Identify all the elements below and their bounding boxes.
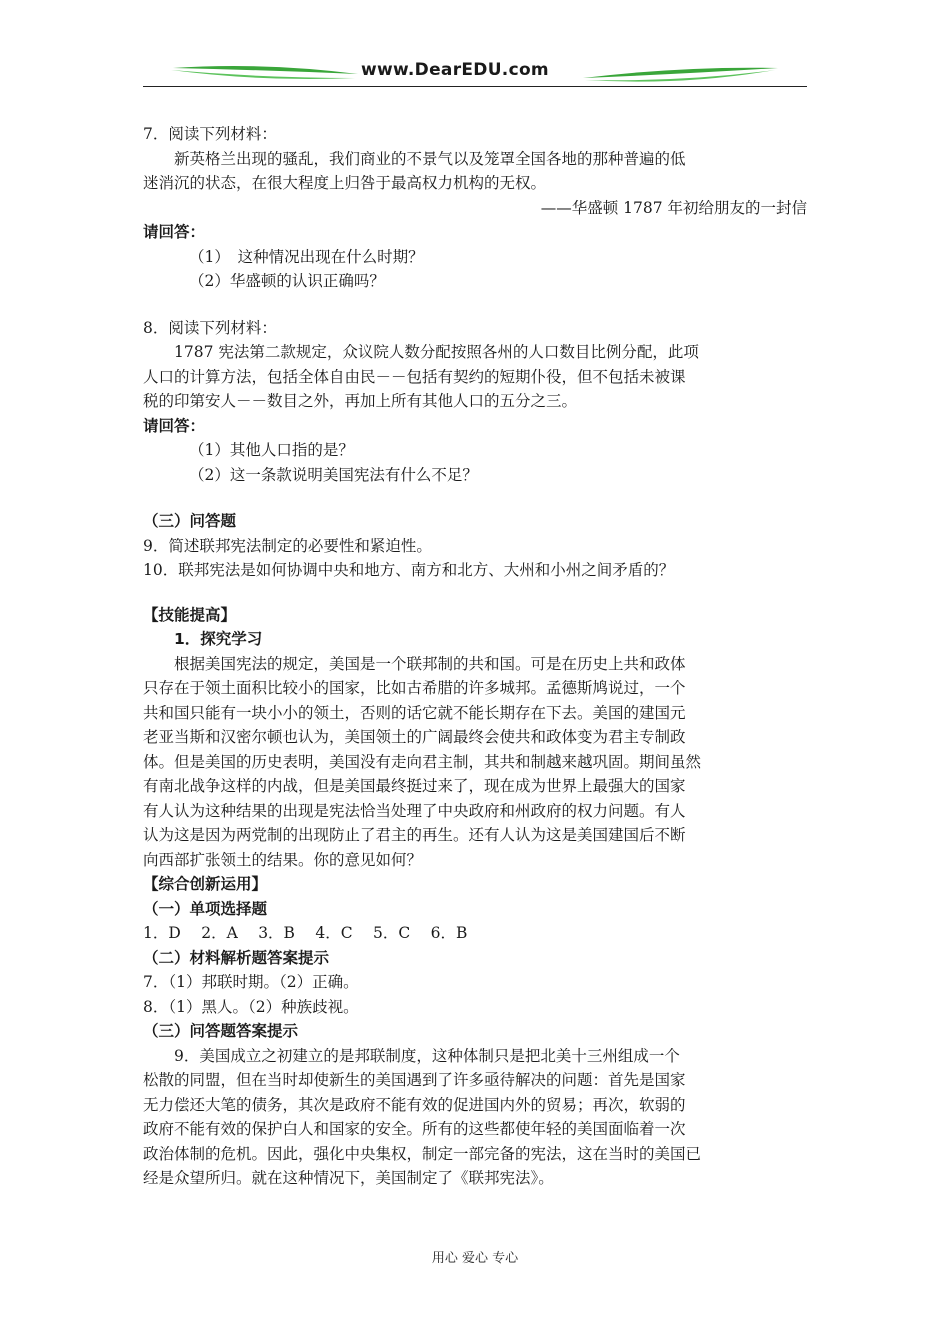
skills-line: 共和国只能有一块小小的领土，否则的话它就不能长期存在下去。美国的建国元 [143,703,686,722]
answer-9-line: 无力偿还大笔的债务，其次是政府不能有效的促进国内外的贸易；再次，软弱的 [143,1095,686,1114]
skills-line: 向西部扩张领土的结果。你的意见如何？ [143,850,423,869]
q8-material-line: 税的印第安人－－数目之外，再加上所有其他人口的五分之三。 [143,392,578,410]
q8-material-line: 1787 宪法第二款规定，众议院人数分配按照各州的人口数目比例分配，此项 [174,343,699,361]
skills-line: 老亚当斯和汉密尔顿也认为，美国领土的广阔最终会使共和政体变为君主专制政 [143,728,686,746]
skills-line: 体。但是美国的历史表明，美国没有走向君主制，其共和制越来越巩固。期间虽然 [143,752,702,771]
answer-9-line: 政府不能有效的保护白人和国家的安全。所有的这些都使年轻的美国面临着一次 [143,1120,686,1138]
site-logo: www.DearEDU.com [361,60,549,80]
answers-s1-list: 1．D 2．A 3．B 4．C 5．C 6．B [143,924,468,942]
answers-s1-title: （一）单项选择题 [143,899,268,918]
q8-title: 8．阅读下列材料： [143,318,277,337]
q10: 10．联邦宪法是如何协调中央和地方、南方和北方、大州和小州之间矛盾的？ [143,561,675,579]
skills-line: 只存在于领土面积比较小的国家，比如古希腊的许多城邦。孟德斯鸠说过，一个 [143,679,686,697]
skills-line: 有人认为这种结果的出现是宪法恰当处理了中央政府和州政府的权力问题。有人 [143,801,686,820]
page-footer: 用心 爱心 专心 [431,1251,519,1266]
answers-title: 【综合创新运用】 [143,875,268,893]
answer-8: 8．（1）黑人。（2）种族歧视。 [143,997,359,1016]
document-body [143,122,807,1191]
answer-9-line: 9．美国成立之初建立的是邦联制度，这种体制只是把北美十三州组成一个 [174,1046,680,1065]
answers-s2-title: （二）材料解析题答案提示 [143,948,330,967]
q7-title: 7．阅读下列材料： [143,125,277,143]
answer-9-line: 政治体制的危机。因此，强化中央集权，制定一部完备的宪法，这在当时的美国已 [143,1144,702,1163]
header-rule [143,86,807,87]
skills-title: 【技能提高】 [143,605,237,624]
page-header [143,58,807,90]
answer-9-line: 松散的同盟，但在当时却使新生的美国遇到了许多亟待解决的问题：首先是国家 [143,1071,686,1089]
q7-ask: 请回答： [143,223,206,241]
answer-9-line: 经是众望所归。就在这种情况下，美国制定了《联邦宪法》。 [143,1169,554,1187]
q8-sub-question: （1）其他人口指的是？ [189,441,354,459]
answers-s3-title: （三）问答题答案提示 [143,1022,299,1040]
skills-line: 认为这是因为两党制的出现防止了君主的再生。还有人认为这是美国建国后不断 [143,826,686,844]
section3-title: （三）问答题 [143,512,237,530]
q8-sub-question: （2）这一条款说明美国宪法有什么不足？ [189,465,478,484]
q8-ask: 请回答： [143,416,206,435]
q7-source: ——华盛顿 1787 年初给朋友的一封信 [540,198,807,217]
q7-sub-question: （2）华盛顿的认识正确吗？ [189,272,385,290]
q7-material-line: 迷消沉的状态，在很大程度上归咎于最高权力机构的无权。 [143,174,547,192]
q7-sub-question: （1） 这种情况出现在什么时期？ [189,247,424,266]
skills-sub-title: 1．探究学习 [174,630,263,648]
q7-material-line: 新英格兰出现的骚乱，我们商业的不景气以及笼罩全国各地的那种普遍的低 [174,149,686,168]
q8-material-line: 人口的计算方法，包括全体自由民－－包括有契约的短期仆役，但不包括未被课 [143,367,686,386]
skills-line: 根据美国宪法的规定，美国是一个联邦制的共和国。可是在历史上共和政体 [174,654,686,673]
q9: 9．简述联邦宪法制定的必要性和紧迫性。 [143,536,432,555]
skills-line: 有南北战争这样的内战，但是美国最终挺过来了，现在成为世界上最强大的国家 [143,777,686,795]
answer-7: 7．（1）邦联时期。（2）正确。 [143,973,359,991]
